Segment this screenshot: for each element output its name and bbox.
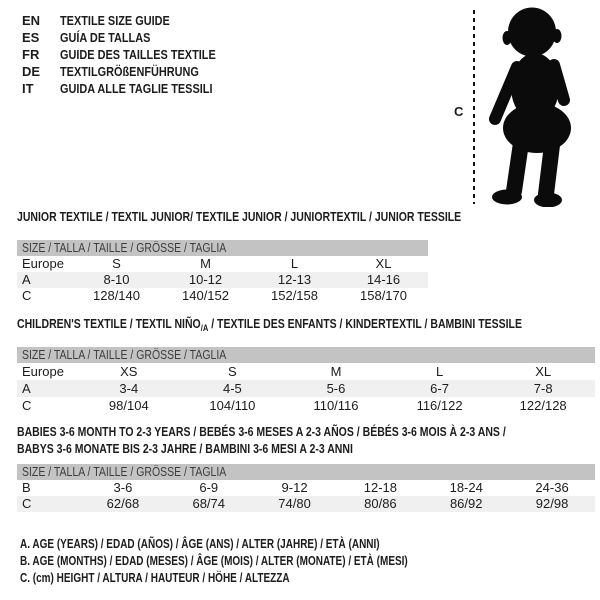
junior-size-table (17, 240, 428, 304)
babies-title-line1: BABIES 3-6 MONTH TO 2-3 YEARS / BEBÉS 3-6 MESES A 2-3 AÑOS / BÉBÉS 3-6 MOIS À 2-3 ANS / (17, 425, 506, 439)
age-cell: 7-8 (533, 381, 553, 396)
lang-row-fr (22, 46, 245, 63)
height-cell: 98/104 (108, 398, 149, 413)
height-cell: 122/128 (519, 398, 567, 413)
height-cell: 152/158 (271, 288, 318, 303)
lang-code: ES (22, 30, 40, 45)
size-header-bar (17, 464, 595, 480)
row-label: C (22, 398, 32, 413)
age-cell: 12-13 (277, 272, 312, 287)
size-header-bar (17, 347, 595, 363)
table-row-height (17, 288, 428, 304)
size-cell: M (200, 256, 211, 271)
lang-code: FR (22, 47, 40, 62)
height-cell: 62/68 (106, 496, 140, 511)
size-header-text: SIZE / TALLA / TAILLE / GRÖSSE / TAGLIA (22, 465, 227, 479)
lang-label: GUÍA DE TALLAS (60, 30, 151, 45)
size-cell: L (290, 256, 299, 271)
age-cell: 4-5 (222, 381, 242, 396)
age-cell: 3-4 (119, 381, 139, 396)
size-cell: XL (375, 256, 392, 271)
height-measure-label: C (454, 104, 464, 119)
lang-row-it (22, 80, 245, 97)
table-row-age (17, 380, 595, 397)
size-cell: XL (535, 364, 552, 379)
children-table-title-text (17, 316, 522, 337)
footnote-text: A. AGE (YEARS) / EDAD (AÑOS) / ÂGE (ANS) / ALTER (JAHRE) / ETÀ (ANNI) (20, 537, 380, 551)
lang-row-de (22, 63, 245, 80)
row-label: C (22, 288, 32, 303)
babies-size-table (17, 464, 595, 512)
title-part: CHILDREN'S TEXTILE / TEXTIL NIÑO (17, 317, 201, 331)
title-subscript: /A (200, 323, 209, 333)
height-cell: 158/170 (360, 288, 407, 303)
size-cell: S (112, 256, 121, 271)
lang-label: TEXTILGRÖßENFÜHRUNG (60, 64, 199, 79)
age-cell: 12-18 (363, 480, 398, 495)
table-row-europe (17, 256, 428, 272)
height-cell: 68/74 (192, 496, 226, 511)
lang-label: TEXTILE SIZE GUIDE (60, 13, 170, 28)
lang-code: DE (22, 64, 41, 79)
table-row-age (17, 272, 428, 288)
height-cell: 104/110 (209, 398, 256, 413)
size-header-text: SIZE / TALLA / TAILLE / GRÖSSE / TAGLIA (22, 348, 227, 362)
height-cell: 86/92 (449, 496, 483, 511)
babies-table-title (17, 424, 599, 458)
height-cell: 128/140 (93, 288, 140, 303)
size-header-text: SIZE / TALLA / TAILLE / GRÖSSE / TAGLIA (22, 241, 227, 255)
language-list (22, 12, 245, 97)
row-label: C (22, 496, 32, 511)
size-cell: XS (120, 364, 138, 379)
baby-silhouette-icon (486, 7, 586, 207)
size-cell: M (330, 364, 342, 379)
footnote-b (20, 553, 505, 570)
height-cell: 110/116 (313, 398, 359, 413)
title-part: / TEXTILE DES ENFANTS / KINDERTEXTIL / BAMBINI TESSILE (208, 317, 522, 331)
babies-title-line2: BABYS 3-6 MONATE BIS 2-3 JAHRE / BAMBINI 3-6 MESI A 2-3 ANNI (17, 442, 353, 456)
table-row-height (17, 397, 595, 414)
height-cell: 80/86 (364, 496, 397, 511)
age-cell: 18-24 (449, 480, 483, 495)
height-cell: 92/98 (535, 496, 569, 511)
lang-label: GUIDE DES TAILLES TEXTILE (60, 47, 216, 62)
lang-row-en (22, 12, 245, 29)
size-cell: S (228, 364, 237, 379)
lang-row-es (22, 29, 245, 46)
height-cell: 140/152 (182, 288, 229, 303)
junior-table-title (17, 209, 546, 226)
height-cell: 74/80 (278, 496, 311, 511)
row-label: B (22, 480, 31, 495)
children-table-title (17, 316, 600, 337)
age-cell: 3-6 (113, 480, 133, 495)
children-size-table (17, 347, 595, 414)
size-header-bar (17, 240, 428, 256)
table-row-height (17, 496, 595, 512)
lang-label: GUIDA ALLE TAGLIE TESSILI (60, 81, 213, 96)
junior-table-title-text: JUNIOR TEXTILE / TEXTIL JUNIOR/ TEXTILE JUNIOR / JUNIORTEXTIL / JUNIOR TESSILE (17, 210, 462, 224)
age-cell: 10-12 (188, 272, 223, 287)
lang-code: IT (22, 81, 34, 96)
row-label: Europe (22, 256, 64, 271)
footnote-c (20, 570, 505, 587)
age-cell: 5-6 (326, 381, 346, 396)
age-cell: 14-16 (366, 272, 401, 287)
height-dashed-line (473, 10, 475, 204)
row-label: A (22, 272, 31, 287)
age-cell: 6-7 (430, 381, 449, 396)
row-label: Europe (22, 364, 64, 379)
age-cell: 8-10 (103, 272, 130, 287)
height-cell: 116/122 (416, 398, 463, 413)
size-cell: L (435, 364, 444, 379)
footnote-text: B. AGE (MONTHS) / EDAD (MESES) / ÂGE (MOIS) / ALTER (MONATE) / ETÀ (MESI) (20, 554, 408, 568)
age-cell: 6-9 (199, 480, 219, 495)
lang-code: EN (22, 13, 41, 28)
footnotes (20, 536, 505, 587)
row-label: A (22, 381, 31, 396)
table-row-age-months (17, 480, 595, 496)
footnote-text: C. (cm) HEIGHT / ALTURA / HAUTEUR / HÖHE / ALTEZZA (20, 571, 290, 585)
table-row-europe (17, 363, 595, 380)
footnote-a (20, 536, 505, 553)
age-cell: 9-12 (281, 480, 308, 495)
age-cell: 24-36 (535, 480, 569, 495)
